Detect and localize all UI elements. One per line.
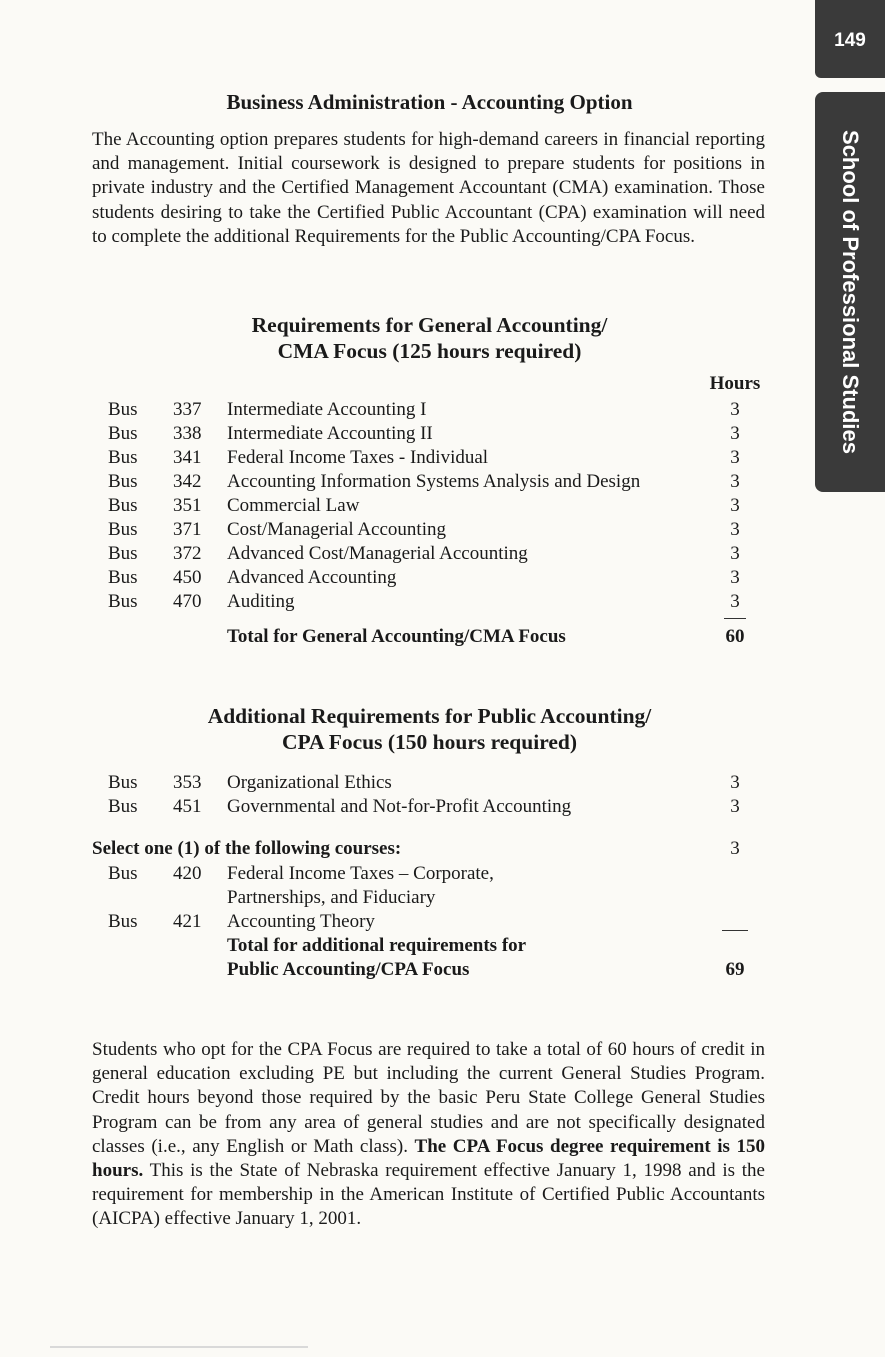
course-hours: 3: [730, 423, 740, 444]
course-dept: Bus: [108, 423, 138, 444]
table-row: [0, 446, 885, 470]
course-number: 451: [173, 796, 202, 817]
course-number: 421: [173, 911, 202, 932]
course-dept: Bus: [108, 519, 138, 540]
total-hours: 60: [725, 626, 745, 647]
page-number-tab: [815, 0, 885, 78]
total-label: Total for General Accounting/CMA Focus: [227, 626, 566, 647]
course-title: Intermediate Accounting II: [227, 423, 433, 444]
course-title: Accounting Information Systems Analysis and Design: [227, 471, 641, 492]
course-number: 338: [173, 423, 202, 444]
course-title: Intermediate Accounting I: [227, 399, 427, 420]
course-number: 450: [173, 567, 202, 588]
select-instruction: Select one (1) of the following courses:: [92, 838, 402, 859]
course-dept: Bus: [108, 471, 138, 492]
course-title: Organizational Ethics: [227, 772, 392, 793]
course-hours: 3: [730, 796, 740, 817]
table-row: [0, 422, 885, 446]
table-row-continuation: [0, 886, 885, 910]
course-dept: Bus: [108, 567, 138, 588]
hours-header: Hours: [709, 373, 761, 394]
course-hours: 3: [730, 447, 740, 468]
page-title: Business Administration - Accounting Option: [226, 90, 633, 114]
course-dept: Bus: [108, 772, 138, 793]
course-hours: 3: [730, 471, 740, 492]
course-title: Governmental and Not-for-Profit Accounting: [227, 796, 572, 817]
course-title: Accounting Theory: [227, 911, 375, 932]
course-title: Advanced Accounting: [227, 567, 397, 588]
course-dept: Bus: [108, 447, 138, 468]
course-title-continued: Partnerships, and Fiduciary: [227, 887, 436, 908]
table-row: [0, 566, 885, 590]
course-hours: 3: [730, 772, 740, 793]
course-dept: Bus: [108, 543, 138, 564]
course-title: Advanced Cost/Managerial Accounting: [227, 543, 528, 564]
course-title: Federal Income Taxes - Individual: [227, 447, 489, 468]
section1-title: [92, 312, 767, 364]
sum-rule: [722, 930, 748, 931]
total-row: [0, 934, 885, 958]
course-number: 353: [173, 772, 202, 793]
closing-text-1: Students who opt for the CPA Focus are required to take a total of 60 hours of credit in general education excluding PE but including the current General Studies Program. Credit hours beyond those required by the basic Peru State College General Studies Program can be from any area of general studies and are not specifically designated classes (i.e., any English or Math class).: [92, 1039, 765, 1157]
total-row: [0, 625, 885, 649]
page-number: 149: [834, 30, 866, 51]
course-dept: Bus: [108, 796, 138, 817]
section1-title-line1: Requirements for General Accounting/: [251, 313, 608, 337]
course-number: 337: [173, 399, 202, 420]
intro-paragraph: The Accounting option prepares students for high-demand careers in financial reporting and management. Initial coursework is designed to prepare students for positions in private industry and the Certified Management Accountant (CMA) examination. Those students desiring to take the Certified Public Accountant (CPA) examination will need to complete the additional Requirements for the Public Accounting/CPA Focus.: [92, 129, 765, 247]
course-title: Auditing: [227, 591, 295, 612]
section2-title: [92, 703, 767, 755]
table-row: [0, 862, 885, 886]
table-row: [0, 494, 885, 518]
table-row: [0, 542, 885, 566]
course-title: Federal Income Taxes – Corporate,: [227, 863, 494, 884]
course-number: 420: [173, 863, 202, 884]
course-number: 371: [173, 519, 202, 540]
course-dept: Bus: [108, 591, 138, 612]
table-row: [0, 398, 885, 422]
course-dept: Bus: [108, 399, 138, 420]
select-hours: 3: [730, 838, 740, 859]
course-number: 351: [173, 495, 202, 516]
table-row: [0, 795, 885, 819]
course-number: 342: [173, 471, 202, 492]
course-hours: 3: [730, 519, 740, 540]
course-title: Commercial Law: [227, 495, 360, 516]
section-tab-label: School of Professional Studies: [838, 130, 863, 454]
footer-line: [50, 1346, 308, 1348]
course-number: 372: [173, 543, 202, 564]
course-dept: Bus: [108, 911, 138, 932]
course-hours: 3: [730, 567, 740, 588]
closing-text-2: This is the State of Nebraska requirement effective January 1, 1998 and is the requirement for membership in the American Institute of Certified Public Accountants (AICPA) effective January 1, 2001.: [92, 1160, 765, 1230]
table-row: [0, 518, 885, 542]
course-hours: 3: [730, 495, 740, 516]
table-row: [0, 470, 885, 494]
table-row: [0, 771, 885, 795]
total-hours: 69: [725, 959, 745, 980]
course-number: 341: [173, 447, 202, 468]
closing-paragraph: [92, 1038, 765, 1232]
total-label-line1: Total for additional requirements for: [227, 935, 527, 956]
section2-title-line1: Additional Requirements for Public Accounting/: [207, 704, 652, 728]
course-hours: 3: [730, 543, 740, 564]
course-hours: 3: [730, 591, 740, 612]
course-hours: 3: [730, 399, 740, 420]
section2-title-line2: CPA Focus (150 hours required): [281, 730, 578, 754]
course-dept: Bus: [108, 863, 138, 884]
section1-title-line2: CMA Focus (125 hours required): [277, 339, 582, 363]
table-row: [0, 910, 885, 934]
course-dept: Bus: [108, 495, 138, 516]
table-row: [0, 590, 885, 614]
total-label-line2: Public Accounting/CPA Focus: [227, 959, 470, 980]
total-row: [0, 958, 885, 982]
sum-rule: [724, 618, 746, 619]
course-title: Cost/Managerial Accounting: [227, 519, 446, 540]
closing-bold-text: The CPA Focus degree requirement is 150 hours.: [92, 1135, 765, 1182]
course-number: 470: [173, 591, 202, 612]
